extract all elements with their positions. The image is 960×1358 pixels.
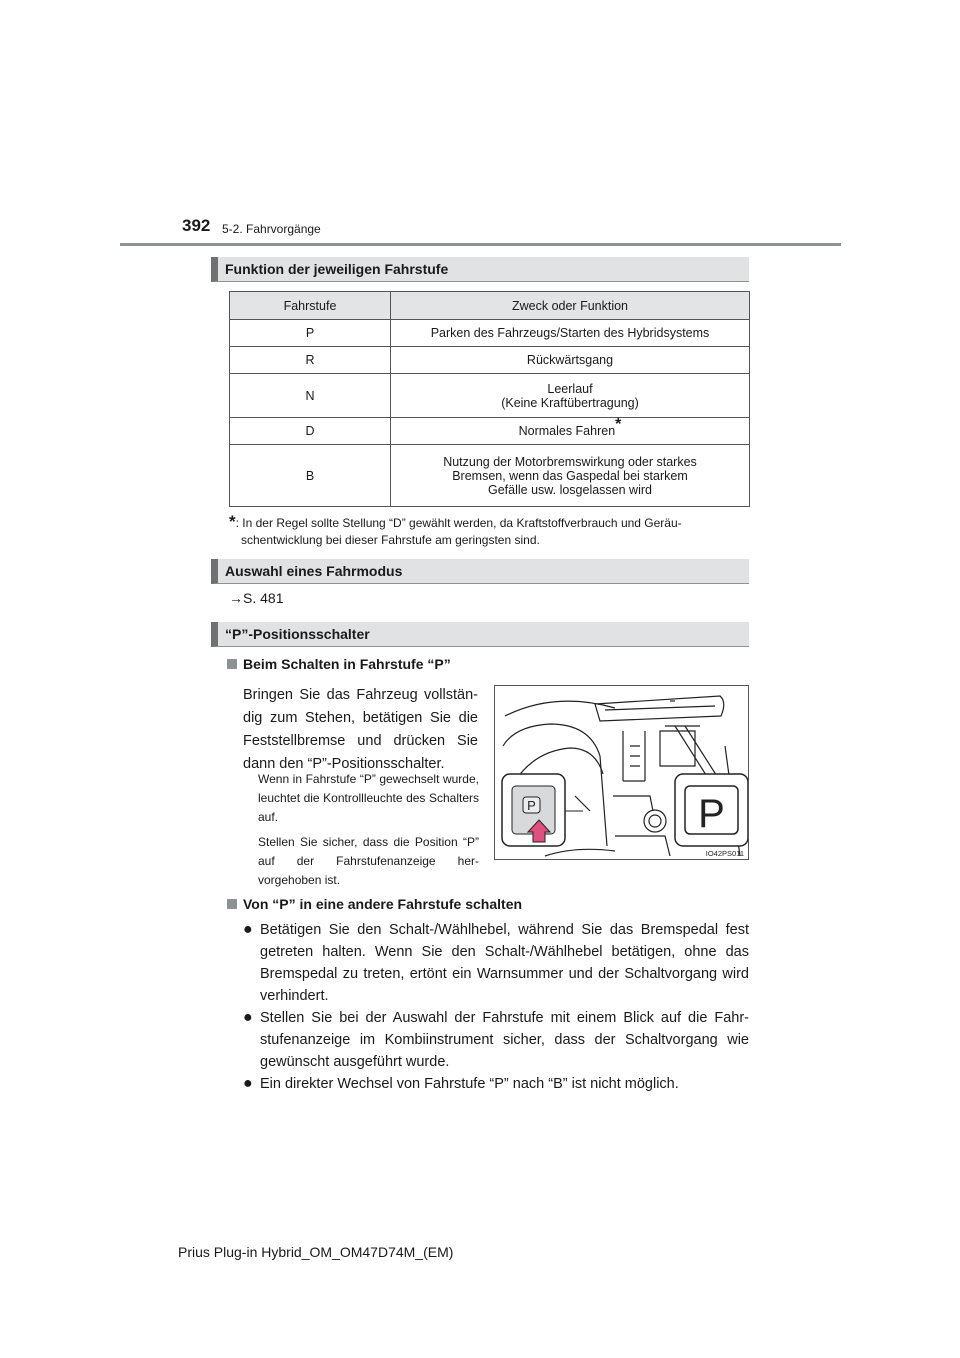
- subheading-shift-to-p: [227, 656, 451, 672]
- list-item-text: Ein direkter Wechsel von Fahrstufe “P” nach “B” ist nicht möglich.: [260, 1076, 679, 1092]
- table-cell-function: Rückwärtsgang: [391, 347, 750, 374]
- section-heading-function: Funktion der jeweiligen Fahrstufe: [211, 257, 749, 282]
- table-cell-gear: R: [230, 347, 391, 374]
- table-cell-function: [391, 374, 750, 418]
- cell-line: Nutzung der Motorbremswirkung oder starkes: [443, 454, 697, 469]
- table-cell-function: [391, 418, 750, 445]
- list-item-text: Stellen Sie bei der Auswahl der Fahrstufe mit einem Blick auf die Fahr-stufenanzeige im Kombiinstrument sicher, dass der Schaltvorgang wie gewünscht ausgeführt wurde.: [260, 1010, 749, 1070]
- table-cell-function: Parken des Fahrzeugs/Starten des Hybridsystems: [391, 320, 750, 347]
- table-row: [230, 418, 750, 445]
- note-paragraph: Wenn in Fahrstufe “P” gewechselt wurde, leuchtet die Kontrollleuchte des Schalters auf.: [258, 772, 479, 824]
- p-switch-illustration: [494, 685, 749, 860]
- list-item: [243, 919, 749, 1007]
- cell-line: Bremsen, wenn das Gaspedal bei starkem: [452, 468, 688, 483]
- table-header: Zweck oder Funktion: [391, 292, 750, 320]
- instruction-paragraph: Bringen Sie das Fahrzeug vollstän-dig zum Stehen, betätigen Sie die Feststellbremse und drücken Sie dann den “P”-Positionsschalter.: [243, 687, 478, 772]
- bullet-icon: ●: [243, 921, 253, 938]
- table-row: [230, 347, 750, 374]
- table-row: [230, 445, 750, 507]
- list-item: [243, 1007, 749, 1073]
- square-bullet-icon: [227, 899, 237, 909]
- list-item: [243, 1073, 749, 1095]
- section-heading-drive-mode: Auswahl eines Fahrmodus: [211, 559, 749, 584]
- subheading-shift-from-p: [227, 896, 522, 912]
- dashboard-drawing: [495, 686, 748, 859]
- cell-line: Leerlauf: [547, 381, 593, 396]
- table-header-row: [230, 292, 750, 320]
- footnote-star: *: [615, 416, 622, 433]
- subheading-text: Von “P” in eine andere Fahrstufe schalten: [243, 896, 523, 912]
- footnote-line: schentwicklung bei dieser Fahrstufe am geringsten sind.: [241, 533, 540, 547]
- chapter-title: 5-2. Fahrvorgänge: [222, 222, 321, 236]
- gear-function-table: [229, 291, 750, 507]
- table-footnote: [229, 513, 759, 549]
- subheading-text: Beim Schalten in Fahrstufe “P”: [243, 656, 451, 672]
- table-cell-gear: D: [230, 418, 391, 445]
- header-rule: [120, 243, 841, 246]
- large-p-label: P: [698, 792, 725, 836]
- table-cell-gear: P: [230, 320, 391, 347]
- table-header: Fahrstufe: [230, 292, 391, 320]
- table-row: [230, 320, 750, 347]
- page-number: 392: [182, 216, 211, 235]
- cell-line: Gefälle usw. losgelassen wird: [488, 482, 652, 497]
- footnote-line: : In der Regel sollte Stellung “D” gewählt werden, da Kraftstoffverbrauch und Geräu-: [235, 516, 682, 530]
- square-bullet-icon: [227, 659, 237, 669]
- figure-code: IO42PS011: [705, 849, 744, 858]
- table-cell-function: [391, 445, 750, 507]
- small-p-label: P: [527, 798, 536, 813]
- table-cell-gear: N: [230, 374, 391, 418]
- footnote-star: *: [229, 512, 236, 531]
- cell-line: Normales Fahren: [518, 424, 616, 438]
- bullet-icon: ●: [243, 1009, 253, 1026]
- manual-footer: Prius Plug-in Hybrid_OM_OM47D74M_(EM): [178, 1244, 454, 1260]
- table-row: [230, 374, 750, 418]
- note-paragraph: Stellen Sie sicher, dass die Position “P” auf der Fahrstufenanzeige her-vorgehoben ist.: [258, 835, 479, 887]
- list-item-text: Betätigen Sie den Schalt-/Wählhebel, während Sie das Bremspedal fest getreten halten. Wenn Sie den Schalt-/Wählhebel betätigen, ohne das Bremspedal zu treten, ertönt ein Warnsummer und der Schaltvorgang wird verhindert.: [260, 922, 749, 1004]
- page-reference-link[interactable]: →S. 481: [229, 590, 284, 606]
- table-cell-gear: B: [230, 445, 391, 507]
- section-heading-p-switch: “P”-Positionsschalter: [211, 622, 749, 647]
- bullet-icon: ●: [243, 1075, 253, 1092]
- cell-line: (Keine Kraftübertragung): [501, 395, 639, 410]
